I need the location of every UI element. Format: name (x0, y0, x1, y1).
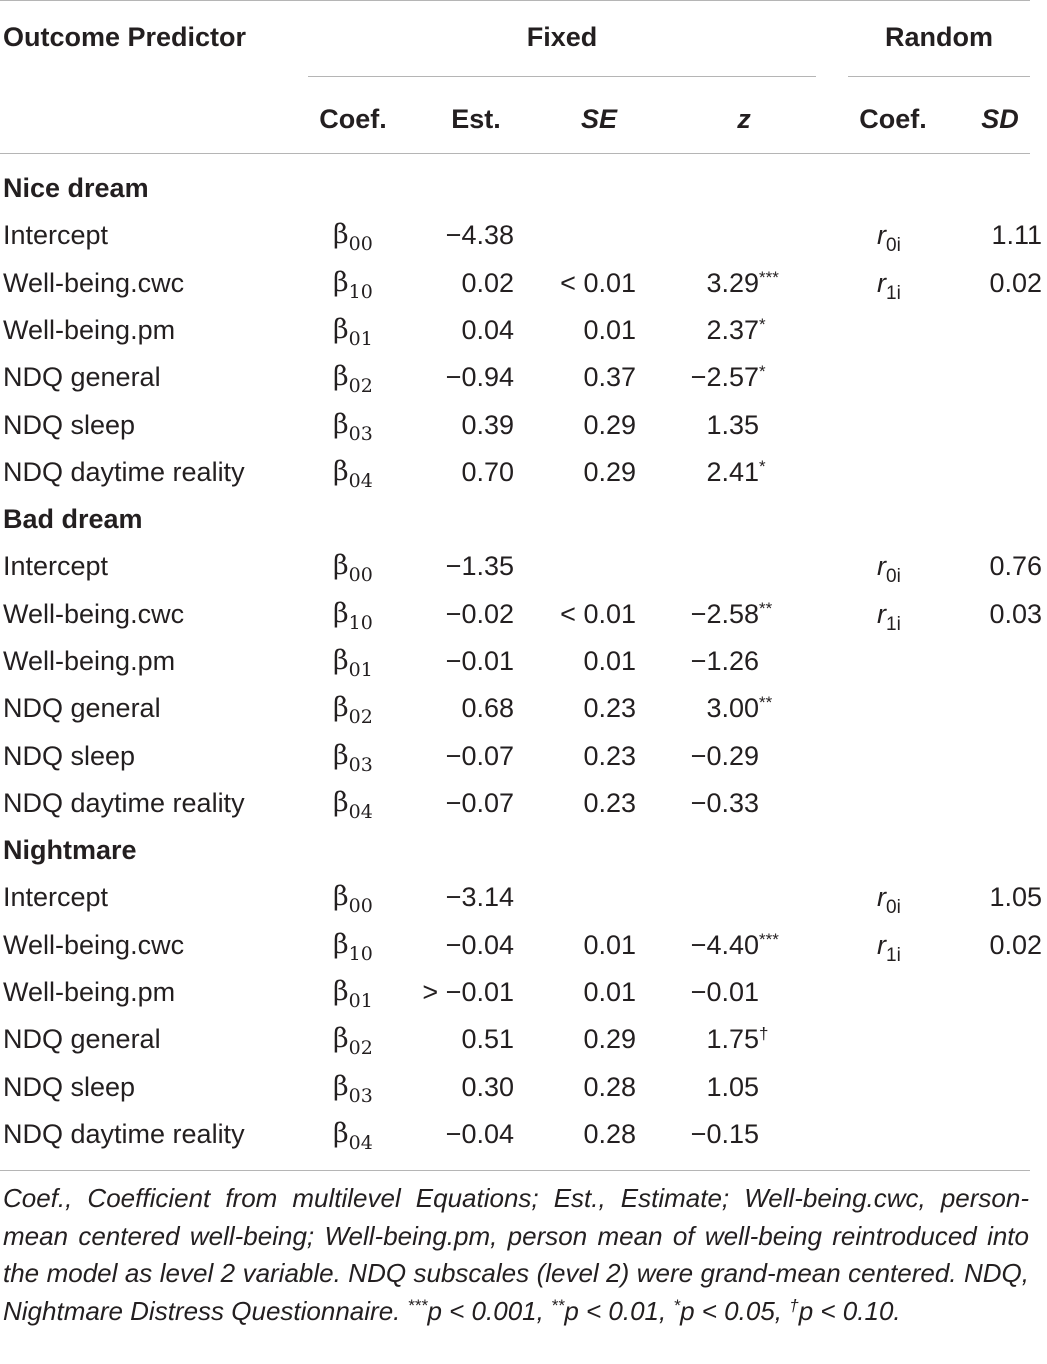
row-estimate: −0.04 (445, 1119, 514, 1149)
header-bottom-rule (0, 153, 1030, 154)
beta-symbol: β (333, 314, 349, 345)
header-random-coef: Coef. (859, 104, 927, 134)
z-value: −2.57 (690, 362, 759, 392)
beta-symbol: β (333, 1118, 349, 1149)
header-se: SE (580, 104, 618, 134)
row-sd: 0.02 (989, 930, 1042, 960)
row-fixed-coef (333, 267, 373, 303)
row-se: 0.29 (583, 457, 636, 487)
beta-symbol: β (333, 645, 349, 676)
z-significance: * (759, 315, 766, 334)
beta-subscript: 10 (348, 943, 373, 965)
row-predictor: NDQ general (3, 362, 161, 392)
row-z (676, 456, 806, 488)
beta-subscript: 00 (348, 564, 373, 586)
row-z (676, 787, 806, 819)
row-se: 0.23 (583, 741, 636, 771)
z-significance: † (759, 1024, 769, 1043)
beta-subscript: 03 (348, 423, 373, 445)
row-fixed-coef (333, 456, 373, 492)
beta-subscript: 02 (348, 706, 373, 728)
beta-subscript: 10 (348, 281, 373, 303)
footnote-p1-text: p < 0.001, (427, 1295, 552, 1326)
section-title: Nightmare (3, 835, 137, 865)
row-fixed-coef (333, 1071, 373, 1107)
beta-symbol: β (333, 976, 349, 1007)
row-sd: 0.02 (989, 268, 1042, 298)
z-value: −0.29 (690, 741, 759, 771)
row-se: < 0.01 (560, 599, 636, 629)
footnote-p4-mark: † (789, 1295, 799, 1315)
row-predictor: Well-being.pm (3, 977, 176, 1007)
row-predictor: NDQ daytime reality (3, 1119, 245, 1149)
row-predictor: Well-being.pm (3, 646, 176, 676)
header-coef: Coef. (319, 104, 387, 134)
row-estimate: 0.39 (461, 410, 514, 440)
beta-symbol: β (333, 219, 349, 250)
beta-subscript: 02 (348, 375, 373, 397)
row-z (676, 740, 806, 772)
z-value: 1.75 (706, 1024, 759, 1054)
row-predictor: Well-being.pm (3, 315, 176, 345)
beta-subscript: 04 (348, 1132, 373, 1154)
row-z (676, 645, 806, 677)
beta-symbol: β (333, 740, 349, 771)
row-predictor: NDQ general (3, 1024, 161, 1054)
row-estimate: −0.01 (445, 646, 514, 676)
row-predictor: Well-being.cwc (3, 599, 185, 629)
row-fixed-coef (333, 881, 373, 917)
row-estimate: 0.51 (461, 1024, 514, 1054)
header-random: Random (885, 22, 993, 52)
beta-symbol: β (333, 409, 349, 440)
row-estimate: −0.07 (445, 741, 514, 771)
z-value: −4.40 (690, 930, 759, 960)
row-se: 0.28 (583, 1072, 636, 1102)
beta-symbol: β (333, 929, 349, 960)
header-z: z (737, 104, 751, 134)
beta-symbol: β (333, 692, 349, 723)
beta-subscript: 01 (348, 328, 373, 350)
row-predictor: Intercept (3, 882, 109, 912)
header-fixed: Fixed (526, 22, 598, 52)
beta-subscript: 00 (348, 233, 373, 255)
row-random-coef (877, 598, 901, 635)
z-value: −0.01 (690, 977, 759, 1007)
r-symbol: r (877, 882, 886, 912)
row-se: 0.01 (583, 315, 636, 345)
row-estimate: 0.70 (461, 457, 514, 487)
row-fixed-coef (333, 550, 373, 586)
row-se: < 0.01 (560, 268, 636, 298)
beta-subscript: 00 (348, 895, 373, 917)
row-sd: 1.11 (991, 220, 1042, 250)
r-symbol: r (877, 268, 886, 298)
row-sd: 0.03 (989, 599, 1042, 629)
row-predictor: NDQ general (3, 693, 161, 723)
row-z (676, 361, 806, 393)
row-se: 0.23 (583, 788, 636, 818)
row-predictor: NDQ sleep (3, 1072, 136, 1102)
r-subscript: 1i (886, 283, 901, 304)
row-random-coef (877, 219, 901, 256)
row-fixed-coef (333, 929, 373, 965)
header-outcome-predictor: Outcome Predictor (3, 22, 247, 52)
row-fixed-coef (333, 1118, 373, 1154)
row-z (676, 314, 806, 346)
z-value: 1.05 (706, 1072, 759, 1102)
row-predictor: Well-being.cwc (3, 930, 185, 960)
row-z (676, 598, 806, 630)
header-sd: SD (981, 104, 1019, 134)
row-estimate: 0.04 (461, 315, 514, 345)
z-significance: ** (759, 693, 773, 712)
top-rule (0, 0, 1030, 1)
row-predictor: Intercept (3, 551, 109, 581)
row-predictor: NDQ sleep (3, 410, 136, 440)
r-subscript: 0i (886, 235, 901, 256)
row-se: 0.01 (583, 930, 636, 960)
beta-symbol: β (333, 1023, 349, 1054)
row-predictor: NDQ daytime reality (3, 788, 245, 818)
row-fixed-coef (333, 1023, 373, 1059)
z-value: −0.33 (690, 788, 759, 818)
row-predictor: NDQ sleep (3, 741, 136, 771)
r-subscript: 0i (886, 566, 901, 587)
row-random-coef (877, 929, 901, 966)
table-bottom-rule (0, 1170, 1030, 1171)
row-se: 0.23 (583, 693, 636, 723)
row-fixed-coef (333, 409, 373, 445)
beta-symbol: β (333, 787, 349, 818)
row-z (676, 1023, 806, 1055)
z-value: −0.15 (690, 1119, 759, 1149)
beta-subscript: 01 (348, 990, 373, 1012)
row-estimate: −4.38 (445, 220, 514, 250)
row-z (676, 929, 806, 961)
z-significance: *** (759, 930, 779, 949)
row-fixed-coef (333, 314, 373, 350)
header-est: Est. (451, 104, 501, 134)
z-value: −2.58 (690, 599, 759, 629)
row-z (676, 409, 806, 441)
row-estimate: > −0.01 (422, 977, 514, 1007)
z-significance: *** (759, 268, 779, 287)
row-estimate: 0.68 (461, 693, 514, 723)
beta-subscript: 04 (348, 801, 373, 823)
footnote-p2-text: p < 0.01, (564, 1295, 674, 1326)
beta-symbol: β (333, 456, 349, 487)
beta-symbol: β (333, 881, 349, 912)
beta-subscript: 01 (348, 659, 373, 681)
footnote-p3-text: p < 0.05, (680, 1295, 790, 1326)
row-estimate: 0.02 (461, 268, 514, 298)
footnote-p4-text: p < 0.10. (798, 1295, 901, 1326)
beta-symbol: β (333, 267, 349, 298)
z-significance: * (759, 457, 766, 476)
r-symbol: r (877, 220, 886, 250)
row-fixed-coef (333, 787, 373, 823)
row-estimate: 0.30 (461, 1072, 514, 1102)
random-underline (848, 76, 1030, 77)
row-z (676, 267, 806, 299)
r-symbol: r (877, 599, 886, 629)
row-random-coef (877, 881, 901, 918)
row-z (676, 976, 806, 1008)
beta-symbol: β (333, 550, 349, 581)
footnote-p3-mark: * (673, 1295, 681, 1315)
fixed-underline (308, 76, 816, 77)
beta-subscript: 04 (348, 470, 373, 492)
z-value: 3.00 (706, 693, 759, 723)
z-value: 2.37 (706, 315, 759, 345)
row-predictor: Well-being.cwc (3, 268, 185, 298)
row-fixed-coef (333, 598, 373, 634)
table-footnote (3, 1180, 1029, 1330)
beta-symbol: β (333, 361, 349, 392)
row-estimate: −0.07 (445, 788, 514, 818)
row-predictor: Intercept (3, 220, 109, 250)
row-z (676, 1071, 806, 1103)
r-subscript: 0i (886, 897, 901, 918)
row-se: 0.37 (583, 362, 636, 392)
row-fixed-coef (333, 219, 373, 255)
beta-subscript: 03 (348, 754, 373, 776)
row-estimate: −1.35 (445, 551, 514, 581)
row-sd: 0.76 (989, 551, 1042, 581)
section-title: Bad dream (3, 504, 143, 534)
row-estimate: −0.94 (445, 362, 514, 392)
row-predictor: NDQ daytime reality (3, 457, 245, 487)
row-fixed-coef (333, 692, 373, 728)
z-value: 1.35 (706, 410, 759, 440)
z-value: 2.41 (706, 457, 759, 487)
row-se: 0.29 (583, 1024, 636, 1054)
beta-subscript: 02 (348, 1037, 373, 1059)
row-z (676, 692, 806, 724)
z-value: −1.26 (690, 646, 759, 676)
beta-subscript: 10 (348, 612, 373, 634)
r-symbol: r (877, 551, 886, 581)
row-sd: 1.05 (989, 882, 1042, 912)
row-se: 0.28 (583, 1119, 636, 1149)
row-fixed-coef (333, 976, 373, 1012)
z-significance: * (759, 362, 766, 381)
row-fixed-coef (333, 740, 373, 776)
beta-subscript: 03 (348, 1085, 373, 1107)
row-se: 0.01 (583, 977, 636, 1007)
z-value: 3.29 (706, 268, 759, 298)
r-symbol: r (877, 930, 886, 960)
footnote-p1-mark: *** (407, 1295, 428, 1315)
footnote-main: Coef., Coefficient from multilevel Equations; Est., Estimate; Well-being.cwc, person-mean centered well-being; Well-being.pm, person mean of well-being reintroduced into the model as level 2 variable. NDQ subscales (level 2) were grand-mean centered. NDQ, Nightmare Distress Questionnaire. (3, 1183, 1029, 1326)
beta-symbol: β (333, 598, 349, 629)
row-z (676, 1118, 806, 1150)
footnote-p2-mark: ** (551, 1295, 565, 1315)
row-fixed-coef (333, 645, 373, 681)
row-fixed-coef (333, 361, 373, 397)
row-se: 0.29 (583, 410, 636, 440)
section-title: Nice dream (3, 173, 149, 203)
row-se: 0.01 (583, 646, 636, 676)
r-subscript: 1i (886, 945, 901, 966)
row-random-coef (877, 267, 901, 304)
row-random-coef (877, 550, 901, 587)
beta-symbol: β (333, 1071, 349, 1102)
z-significance: ** (759, 599, 773, 618)
row-estimate: −0.02 (445, 599, 514, 629)
row-estimate: −3.14 (445, 882, 514, 912)
r-subscript: 1i (886, 614, 901, 635)
row-estimate: −0.04 (445, 930, 514, 960)
